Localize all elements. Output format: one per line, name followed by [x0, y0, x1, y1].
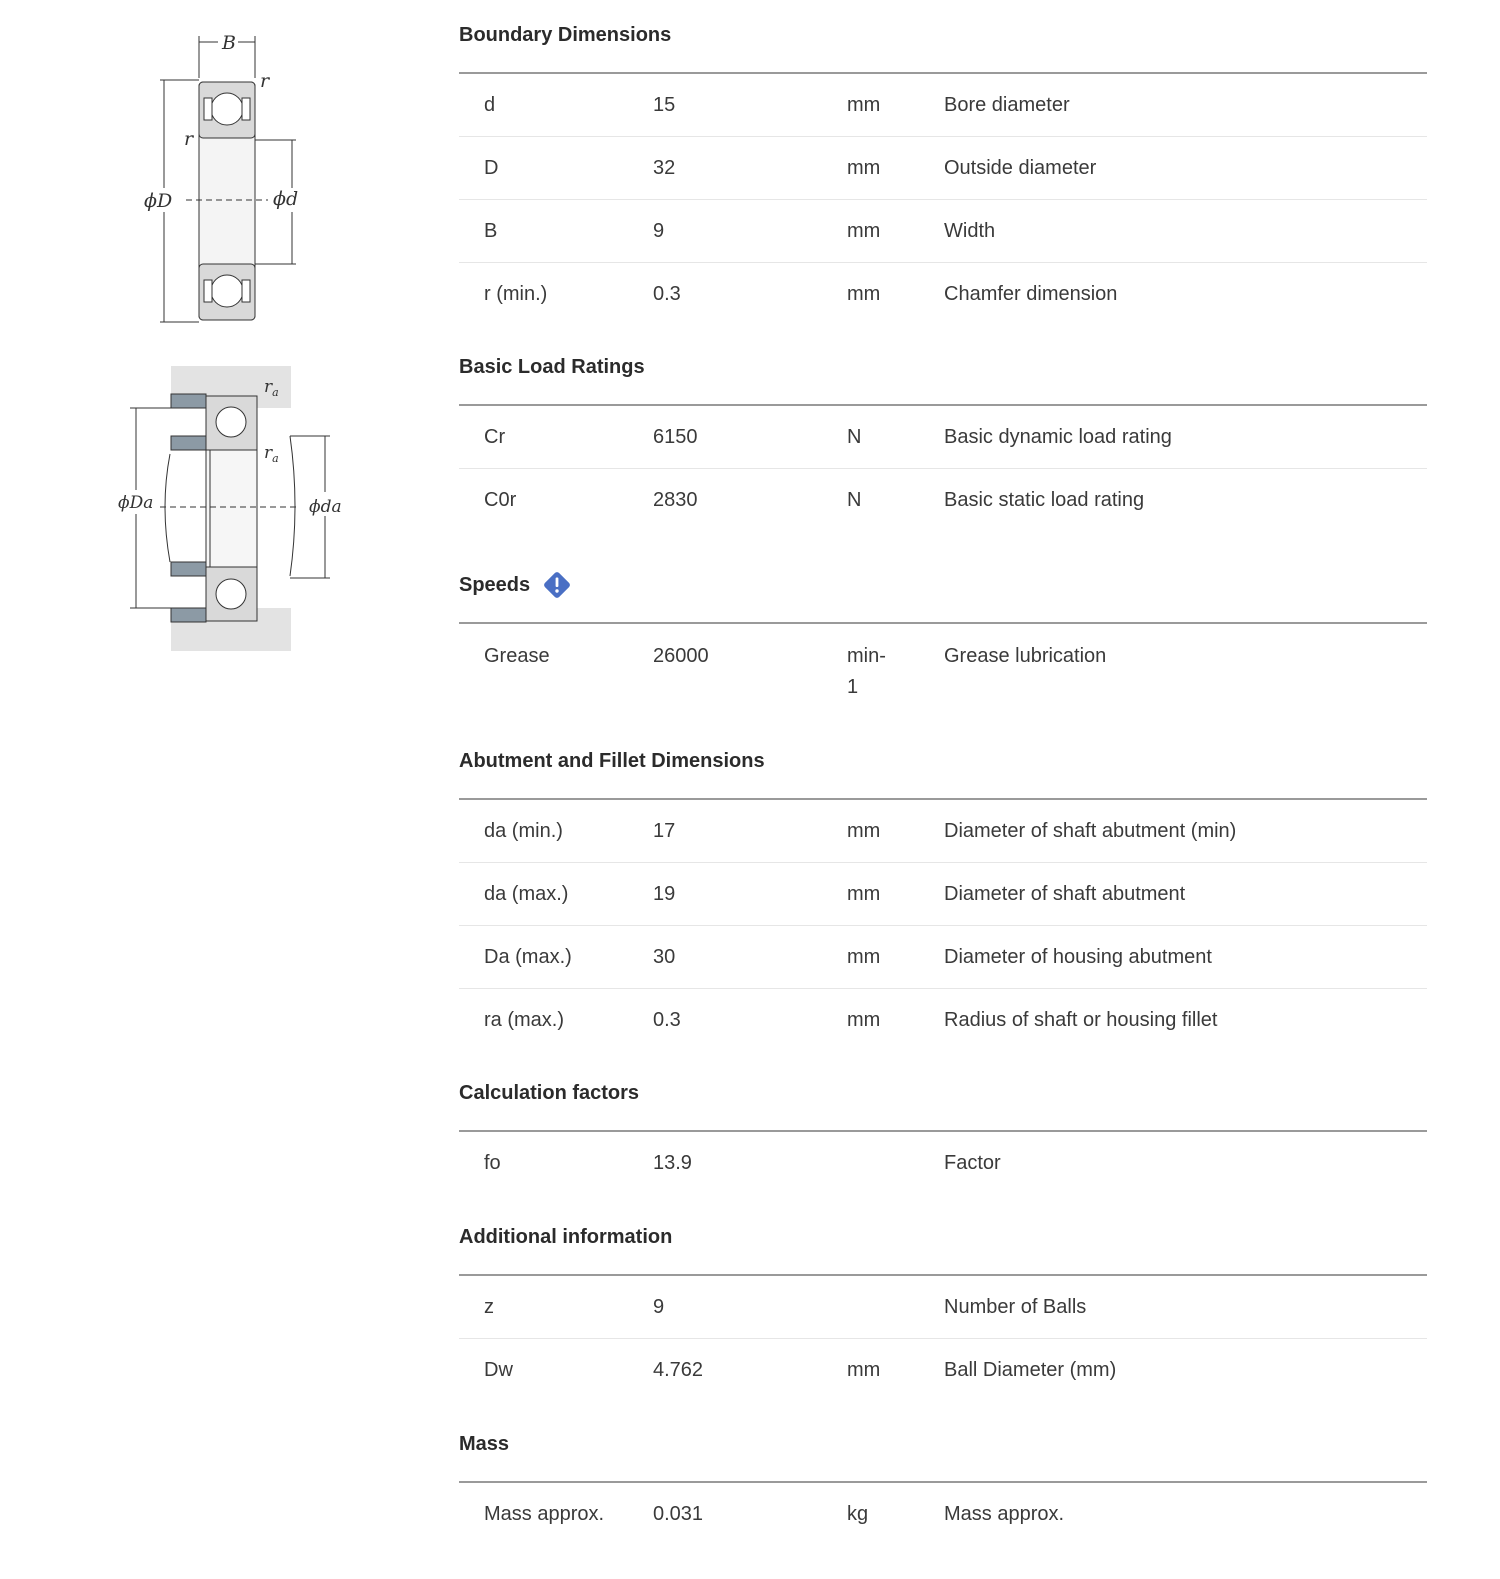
row-unit: mm	[847, 156, 881, 179]
row-value: 0.3	[653, 282, 681, 305]
row-symbol: D	[484, 156, 499, 179]
table-row	[459, 137, 1427, 200]
row-unit: mm	[847, 282, 881, 305]
section-title: Additional information	[459, 1225, 673, 1248]
row-value: 32	[653, 156, 676, 179]
row-value: 9	[653, 219, 665, 242]
row-description: Factor	[944, 1151, 1001, 1174]
row-unit: mm	[847, 1358, 881, 1381]
row-value: 6150	[653, 425, 698, 448]
section-additional-information	[459, 1222, 1427, 1401]
label-B: B	[222, 32, 236, 54]
section-title: Boundary Dimensions	[459, 23, 672, 46]
section-calculation-factors	[459, 1078, 1427, 1194]
row-value: 19	[653, 882, 676, 905]
table-row	[459, 1276, 1427, 1339]
row-unit: mm	[847, 219, 881, 242]
row-unit: mm	[847, 819, 881, 842]
section-mass	[459, 1429, 1427, 1545]
row-description: Diameter of shaft abutment (min)	[944, 819, 1237, 842]
abutment-drawing	[100, 366, 360, 656]
row-value: 0.031	[653, 1502, 704, 1525]
row-description: Radius of shaft or housing fillet	[944, 1008, 1218, 1031]
label-ra-mid: $r_a$	[264, 443, 279, 465]
row-symbol: r (min.)	[484, 282, 548, 305]
row-symbol: da (max.)	[484, 882, 569, 905]
spec-table	[459, 798, 1427, 1051]
row-description: Ball Diameter (mm)	[944, 1358, 1117, 1381]
spec-table	[459, 1130, 1427, 1194]
table-row	[459, 989, 1427, 1051]
section-basic-load-ratings	[459, 352, 1427, 531]
row-description: Number of Balls	[944, 1295, 1087, 1318]
label-r-top: r	[260, 70, 270, 92]
row-symbol: Da (max.)	[484, 945, 572, 968]
row-symbol: fo	[484, 1151, 501, 1174]
row-value: 17	[653, 819, 676, 842]
row-description: Mass approx.	[944, 1502, 1065, 1525]
row-symbol: d	[484, 93, 496, 116]
label-phi-Da: ϕDa	[118, 493, 154, 513]
row-value: 4.762	[653, 1358, 704, 1381]
row-description: Bore diameter	[944, 93, 1070, 116]
row-value: 2830	[653, 488, 698, 511]
table-row	[459, 1132, 1427, 1194]
row-unit: mm	[847, 945, 881, 968]
table-row	[459, 800, 1427, 863]
row-symbol: da (min.)	[484, 819, 563, 842]
section-title: Speeds	[459, 573, 531, 596]
row-unit: N	[847, 488, 862, 511]
row-value: 9	[653, 1295, 665, 1318]
row-value: 0.3	[653, 1008, 681, 1031]
row-value: 13.9	[653, 1151, 692, 1174]
row-unit: min-1	[847, 645, 886, 698]
table-row	[459, 1483, 1427, 1545]
table-row	[459, 863, 1427, 926]
row-description: Chamfer dimension	[944, 282, 1118, 305]
section-title: Abutment and Fillet Dimensions	[459, 749, 765, 772]
row-description: Basic dynamic load rating	[944, 425, 1172, 448]
row-symbol: Mass approx.	[484, 1502, 605, 1525]
table-row	[459, 624, 1427, 704]
row-unit: mm	[847, 1008, 881, 1031]
row-value: 15	[653, 93, 676, 116]
table-row	[459, 406, 1427, 469]
row-value: 30	[653, 945, 676, 968]
row-description: Width	[944, 219, 996, 242]
table-row	[459, 200, 1427, 263]
label-r-left: r	[184, 128, 194, 150]
label-phi-da: ϕda	[309, 497, 342, 517]
row-symbol: C0r	[484, 488, 517, 511]
section-title: Calculation factors	[459, 1081, 640, 1104]
section-speeds	[459, 570, 1427, 704]
row-symbol: Grease	[484, 645, 550, 667]
row-description: Outside diameter	[944, 156, 1097, 179]
row-description: Basic static load rating	[944, 488, 1145, 511]
row-symbol: B	[484, 219, 498, 242]
spec-table	[459, 1274, 1427, 1401]
row-description: Grease lubrication	[944, 645, 1107, 667]
row-description: Diameter of housing abutment	[944, 945, 1212, 968]
section-title-row	[459, 570, 1427, 600]
spec-table	[459, 72, 1427, 325]
row-unit: mm	[847, 93, 881, 116]
row-description: Diameter of shaft abutment	[944, 882, 1186, 905]
table-row	[459, 926, 1427, 989]
warning-info-icon[interactable]	[542, 570, 572, 600]
section-title: Basic Load Ratings	[459, 355, 645, 378]
spec-table	[459, 1481, 1427, 1545]
bearing-dimension-drawing	[100, 20, 360, 330]
label-phi-d: ϕd	[273, 188, 299, 210]
table-row	[459, 1339, 1427, 1401]
row-unit: kg	[847, 1502, 869, 1525]
row-symbol: z	[484, 1295, 494, 1318]
label-phi-D: ϕD	[144, 190, 173, 212]
row-unit: mm	[847, 882, 881, 905]
label-ra-top: $r_a$	[264, 377, 279, 399]
row-value: 26000	[653, 645, 709, 667]
row-symbol: Dw	[484, 1358, 513, 1381]
table-row	[459, 74, 1427, 137]
table-row	[459, 469, 1427, 531]
row-symbol: ra (max.)	[484, 1008, 564, 1031]
section-title: Mass	[459, 1432, 510, 1455]
spec-table	[459, 404, 1427, 531]
spec-table	[459, 622, 1427, 704]
section-boundary-dimensions	[459, 20, 1427, 325]
table-row	[459, 263, 1427, 325]
row-symbol: Cr	[484, 425, 506, 448]
section-abutment-fillet	[459, 746, 1427, 1051]
row-unit: N	[847, 425, 862, 448]
